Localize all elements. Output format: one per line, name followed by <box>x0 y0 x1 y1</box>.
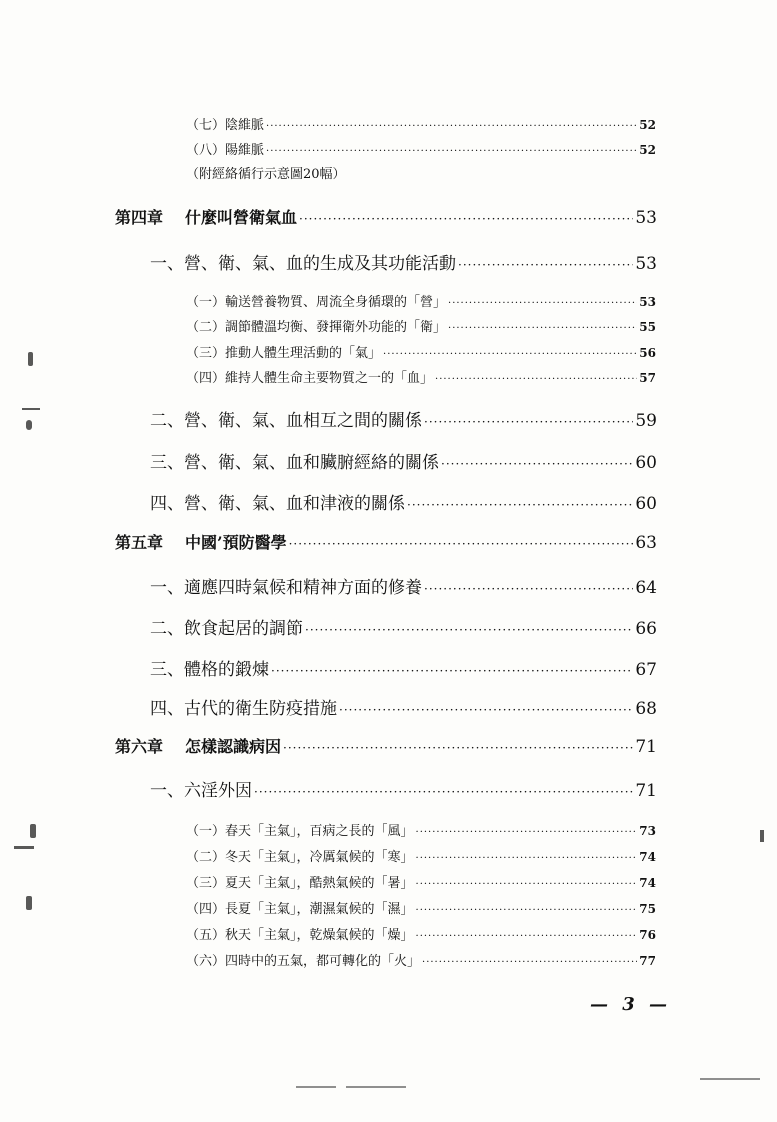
leader-dots <box>416 827 638 838</box>
toc-section <box>150 448 657 473</box>
entry-title: （八）陽維脈 <box>186 143 265 158</box>
entry-page: 59 <box>635 411 657 431</box>
leader-dots <box>289 537 634 551</box>
chapter-label: 第五章 <box>115 533 164 552</box>
entry-page: 64 <box>635 578 657 598</box>
leader-dots <box>254 785 633 799</box>
entry-title: 一、適應四時氣候和精神方面的修養 <box>150 578 422 598</box>
entry-page: 60 <box>635 494 657 514</box>
toc-section <box>150 655 657 680</box>
leader-dots <box>416 853 638 864</box>
toc-entry <box>186 820 656 839</box>
entry-title: 四、營、衛、氣、血和津液的關係 <box>150 494 405 514</box>
entry-page: 53 <box>635 208 657 228</box>
entry-title: （二）冬天「主氣」，冷厲氣候的「寒」 <box>186 850 414 865</box>
entry-page: 67 <box>635 660 657 680</box>
scan-mark <box>26 420 32 430</box>
chapter-title: 什麼叫營衛氣血 <box>185 208 298 227</box>
entry-page: 74 <box>639 876 656 890</box>
entry-title: 二、飲食起居的調節 <box>150 619 303 639</box>
entry-title: （五）秋天「主氣」，乾燥氣候的「燥」 <box>186 928 414 943</box>
leader-dots <box>416 931 638 942</box>
entry-title: （附經絡循行示意圖20幅） <box>186 167 346 182</box>
toc-section <box>150 694 657 719</box>
entry-page: 76 <box>639 928 656 942</box>
leader-dots <box>424 582 633 596</box>
toc-entry <box>186 291 656 310</box>
chapter-label: 第四章 <box>115 208 164 227</box>
scan-mark <box>346 1086 406 1088</box>
entry-title: （四）長夏「主氣」，潮濕氣候的「濕」 <box>186 902 414 917</box>
entry-page: 52 <box>639 118 656 132</box>
entry-title: 二、營、衛、氣、血相互之間的關係 <box>150 411 422 431</box>
leader-dots <box>407 498 633 512</box>
entry-page: 56 <box>639 346 656 360</box>
scan-mark <box>296 1086 336 1088</box>
entry-page: 71 <box>635 781 657 801</box>
leader-dots <box>448 298 637 309</box>
entry-page: 63 <box>635 533 657 553</box>
toc-section <box>150 573 657 598</box>
entry-title: （一）輸送營養物質、周流全身循環的「營」 <box>186 295 447 310</box>
scan-mark <box>26 896 32 910</box>
leader-dots <box>266 146 637 157</box>
entry-page: 57 <box>639 371 656 385</box>
toc-chapter <box>115 205 657 228</box>
scan-mark <box>700 1078 760 1080</box>
toc-section <box>150 406 657 431</box>
leader-dots <box>458 258 633 272</box>
page-number: — 3 — <box>590 994 672 1015</box>
toc-entry <box>186 139 656 158</box>
chapter-label: 第六章 <box>115 737 164 756</box>
leader-dots <box>305 623 633 637</box>
entry-page: 74 <box>639 850 656 864</box>
entry-title: （二）調節體溫均衡、發揮衛外功能的「衛」 <box>186 320 447 335</box>
scan-mark <box>22 408 40 410</box>
entry-title: 一、六淫外因 <box>150 781 252 801</box>
entry-title: 四、古代的衛生防疫措施 <box>150 699 337 719</box>
toc-note <box>186 163 656 182</box>
toc-entry <box>186 950 656 969</box>
toc-section <box>150 249 657 274</box>
leader-dots <box>441 457 633 471</box>
toc-entry <box>186 367 656 386</box>
toc-entry <box>186 872 656 891</box>
leader-dots <box>416 905 638 916</box>
leader-dots <box>448 323 637 334</box>
entry-title: （三）夏天「主氣」，酷熱氣候的「暑」 <box>186 876 414 891</box>
leader-dots <box>339 703 633 717</box>
toc-entry <box>186 924 656 943</box>
entry-title: （七）陰維脈 <box>186 118 265 133</box>
entry-title: （一）春天「主氣」，百病之長的「風」 <box>186 824 414 839</box>
leader-dots <box>416 879 638 890</box>
leader-dots <box>271 664 633 678</box>
entry-page: 53 <box>639 295 656 309</box>
toc-entry <box>186 898 656 917</box>
entry-title: （六）四時中的五氣，都可轉化的「火」 <box>186 954 421 969</box>
toc-entry <box>186 846 656 865</box>
toc-section <box>150 776 657 801</box>
entry-page: 53 <box>635 254 657 274</box>
entry-page: 60 <box>635 453 657 473</box>
entry-title: 一、營、衛、氣、血的生成及其功能活動 <box>150 254 456 274</box>
entry-title: （三）推動人體生理活動的「氣」 <box>186 346 382 361</box>
entry-title: （四）維持人體生命主要物質之一的「血」 <box>186 371 434 386</box>
leader-dots <box>424 415 633 429</box>
leader-dots <box>422 957 637 968</box>
entry-page: 66 <box>635 619 657 639</box>
entry-page: 73 <box>639 824 656 838</box>
toc-section <box>150 489 657 514</box>
entry-title: 三、體格的鍛煉 <box>150 660 269 680</box>
chapter-title: 中國’預防醫學 <box>185 533 287 552</box>
toc-entry <box>186 114 656 133</box>
toc-entry <box>186 316 656 335</box>
entry-title: 三、營、衛、氣、血和臟腑經絡的關係 <box>150 453 439 473</box>
entry-page: 71 <box>635 737 657 757</box>
entry-page: 55 <box>639 320 656 334</box>
entry-page: 52 <box>639 143 656 157</box>
leader-dots <box>383 349 637 360</box>
chapter-title: 怎樣認識病因 <box>185 737 282 756</box>
leader-dots <box>283 741 633 755</box>
entry-page: 75 <box>639 902 656 916</box>
toc-chapter <box>115 530 657 553</box>
toc-chapter <box>115 734 657 757</box>
scan-mark <box>14 846 34 849</box>
entry-page: 77 <box>639 954 656 968</box>
leader-dots <box>435 374 637 385</box>
leader-dots <box>266 121 637 132</box>
toc-section <box>150 614 657 639</box>
scan-mark <box>760 830 764 842</box>
scan-mark <box>28 352 33 366</box>
leader-dots <box>299 212 633 226</box>
scan-mark <box>30 824 36 838</box>
entry-page: 68 <box>635 699 657 719</box>
toc-entry <box>186 342 656 361</box>
